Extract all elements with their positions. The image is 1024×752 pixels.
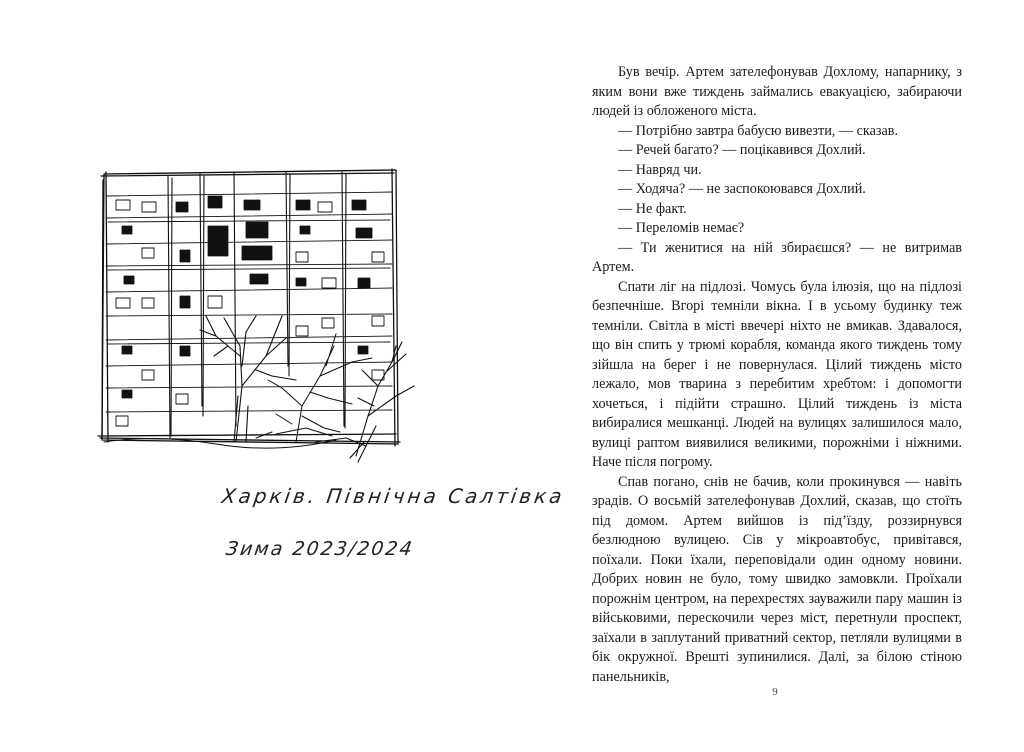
dialogue-line: — Потрібно завтра бабусю вивезти, — сказав. <box>618 122 899 139</box>
dialogue-line: — Речей багато? — поцікавився Дохлий. <box>618 142 866 158</box>
dialogue-line: — Ходяча? — не заспокоювався Дохлий. <box>618 181 866 197</box>
paragraph: Спати ліг на підлозі. Чомусь була ілюзія, що на підлозі безпечніше. Вгорі темніли вікна. І в усьому будинку теж темніли. Світла в місті ввечері ніхто не вмикав. Здавалося, що він спить у трюмі корабля, команда якого тиждень тому зійшла на берег і не повернулася. Цілий тиждень місто лежало, мов тварина з перебитим хребтом: і допомогти хочеться, і підійти страшно. Цілий тиждень із міста вибиралися мешканці. Людей на вулицях залишилося мало, вулиці раптом виявилися великими, порожніми і ніжними. Наче після погрому. <box>592 278 962 470</box>
dialogue-line: — Навряд чи. <box>618 161 702 178</box>
building-sketch-illustration <box>96 166 416 466</box>
dialogue-line: — Не факт. <box>618 200 687 217</box>
illustration-caption-location: Харків. Північна Салтівка <box>220 484 567 508</box>
body-text <box>592 63 962 687</box>
paragraph: Спав погано, снів не бачив, коли прокинувся — навіть зрадів. О восьмій зателефонував Дохлий, сказав, що стоїть під домом. Артем вийшов із під’їзду, роззирнувся безлюдною вулицею. Сів у мікроавтобус, привітався, поїхали. Поки їхали, переповідали один одному новини. Добрих новин не було, тому швидко замовкли. Проїхали порожнім центром, на перехрестях зауважили пару машин із військовими, перескочили через міст, перетнули проспект, заїхали в заплутаний приватний сектор, петляли вулицями в бік окружної. Врешті зупинилися. Далі, за білою стіною панельників, <box>592 473 962 685</box>
illustration-caption-date: Зима 2023/2024 <box>224 538 416 560</box>
dialogue-line: — Ти женитися на ній збираєшся? — не витримав Артем. <box>592 239 962 275</box>
dialogue-line: — Переломів немає? <box>618 220 745 236</box>
right-page <box>512 0 1024 752</box>
paragraph: Був вечір. Артем зателефонував Дохлому, напарнику, з яким вони вже тиждень займались евакуацією, забираючи людей із обложеного міста. <box>592 64 962 119</box>
page-number: 9 <box>772 686 778 698</box>
